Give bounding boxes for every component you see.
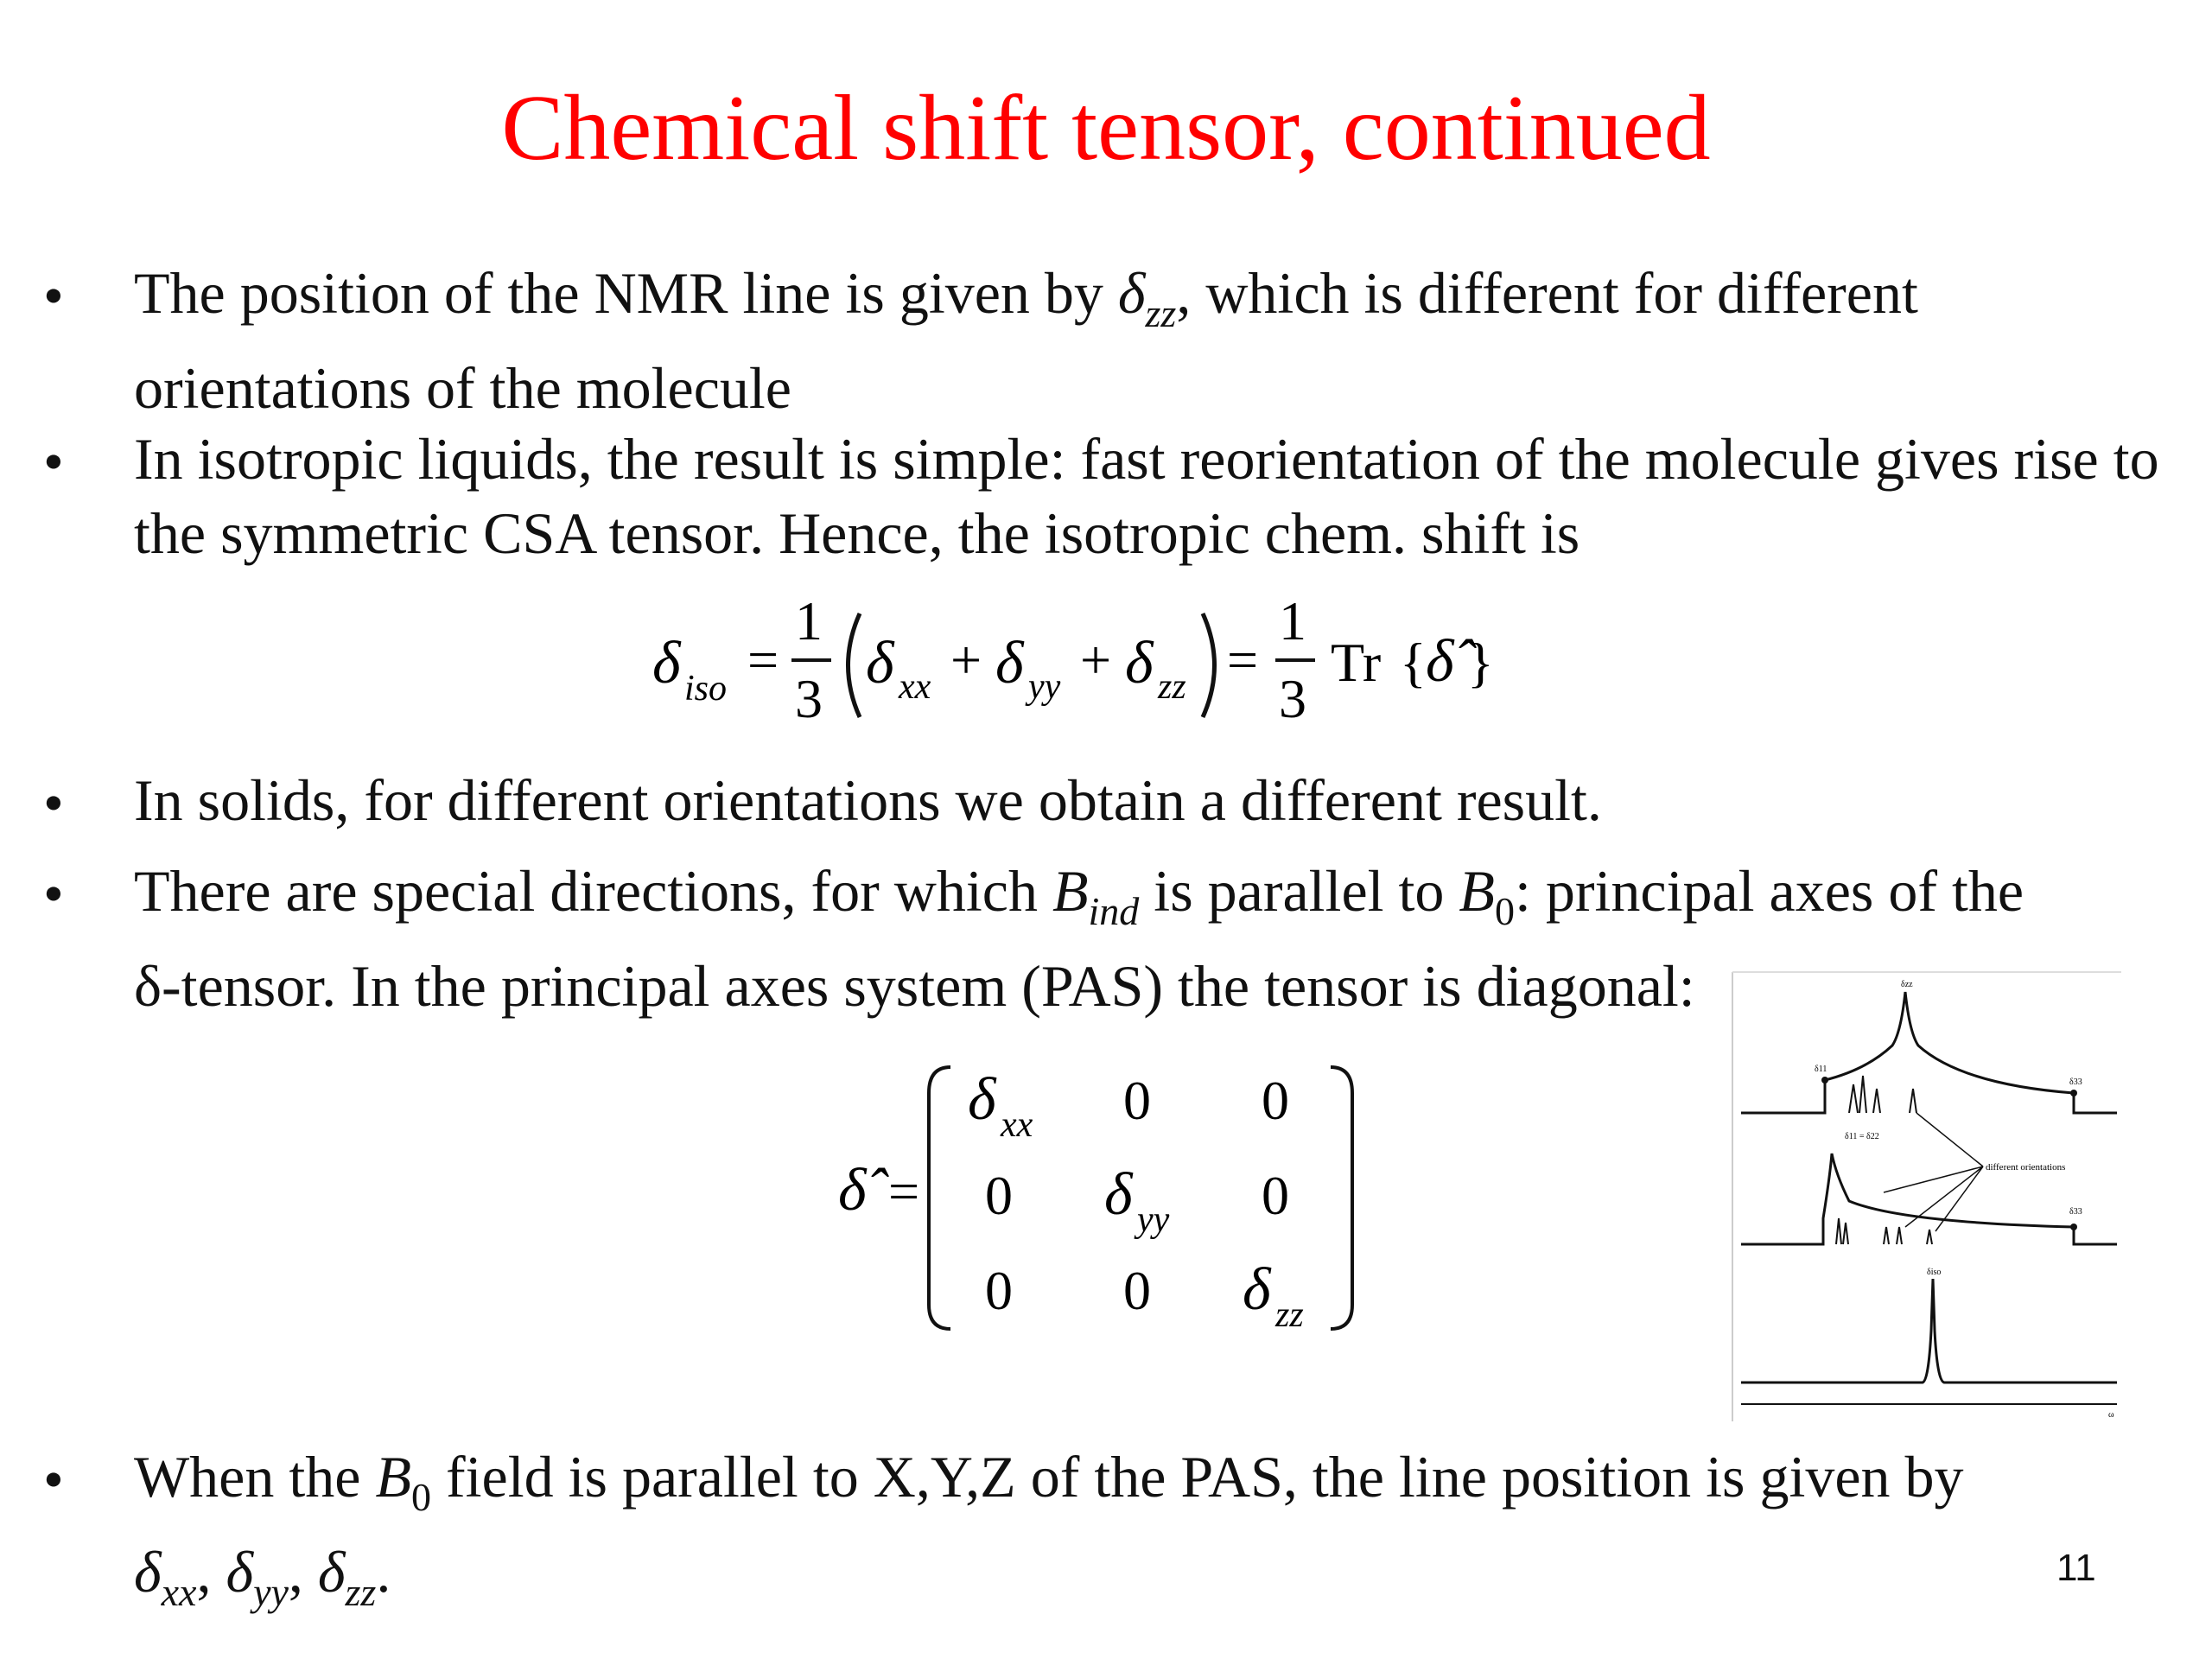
matrix-cell-2-0: 0 <box>985 1260 1013 1321</box>
eq-right-paren <box>1203 613 1215 717</box>
isotropic-shift-equation <box>639 588 1503 743</box>
eq-fraction-den-2: 3 <box>1279 668 1306 729</box>
sep-3: . <box>376 1539 391 1605</box>
bullet-text-1 <box>134 256 2190 425</box>
matrix-cell-0-1: 0 <box>1123 1070 1151 1131</box>
eq-brace-open: { <box>1400 632 1427 693</box>
matrix-lhs: δ̂ <box>838 1157 867 1224</box>
label-d11-d22: δ11 = δ22 <box>1845 1132 1879 1141</box>
label-d33-top: δ33 <box>2069 1077 2082 1087</box>
eq-term-xx: δ <box>866 630 894 696</box>
eq-fraction-den-1: 3 <box>795 668 823 729</box>
delta-yy-sub: yy <box>253 1570 289 1614</box>
b-ind-symbol: B <box>1052 858 1089 924</box>
matrix-cell-xx-sub: xx <box>1001 1105 1033 1145</box>
bullet-marker-5: • <box>43 1446 64 1512</box>
eq-term-yy-sub: yy <box>1028 667 1061 707</box>
matrix-cell-yy-sub: yy <box>1137 1200 1170 1240</box>
spectrum-top <box>1741 992 2117 1113</box>
delta-xx-sub: xx <box>161 1570 197 1614</box>
eq-trace: Tr <box>1331 632 1382 693</box>
eq-plus-2: + <box>1080 629 1112 690</box>
matrix-left-bracket <box>929 1067 950 1329</box>
sep-1: , <box>196 1539 226 1605</box>
eq-delta-hat: δ̂ <box>1426 628 1454 695</box>
matrix-cell-xx: δ <box>968 1066 996 1133</box>
eq-lhs-sub: iso <box>684 669 728 709</box>
bullet-4-mid: is parallel to <box>1139 858 1459 924</box>
matrix-cell-zz: δ <box>1243 1256 1271 1323</box>
sep-2: , <box>288 1539 318 1605</box>
label-d11: δ11 <box>1815 1065 1827 1074</box>
b0-subscript: 0 <box>1494 889 1515 933</box>
label-d33-mid: δ33 <box>2069 1207 2082 1217</box>
eq-equals-2: = <box>1227 629 1259 690</box>
spectrum-top-peaks <box>1849 1076 1916 1113</box>
bullet-4-post: : principal axes of the <box>1514 858 2024 924</box>
eq-term-xx-sub: xx <box>899 667 931 707</box>
matrix-cell-1-0: 0 <box>985 1165 1013 1226</box>
page-number: 11 <box>2056 1547 2096 1589</box>
b0-symbol-2: B <box>375 1444 411 1510</box>
matrix-cell-2-1: 0 <box>1123 1260 1151 1321</box>
eq-plus-1: + <box>950 629 982 690</box>
delta-subscript: zz <box>1145 291 1177 335</box>
eq-term-zz: δ <box>1125 630 1154 696</box>
b0-subscript-2: 0 <box>410 1475 431 1519</box>
bullet-marker-3: • <box>43 770 64 836</box>
bullet-text-3: In solids, for different orientations we obtain a different result. <box>134 767 1602 833</box>
label-different-orientations: different orientations <box>1986 1162 2066 1173</box>
bullet-marker-1: • <box>43 263 64 328</box>
eq-fraction-num-1: 1 <box>795 590 823 652</box>
b0-symbol: B <box>1459 858 1495 924</box>
bullet-5-post: field is parallel to X,Y,Z of the PAS, the line position is given by <box>430 1444 1964 1510</box>
bullet-text-5 <box>134 1440 2121 1630</box>
matrix-cell-yy: δ <box>1104 1161 1133 1228</box>
nmr-powder-spectra-figure <box>1728 968 2126 1426</box>
spectrum-middle-peaks <box>1836 1218 1932 1244</box>
bullet-4-pre: There are special directions, for which <box>134 858 1052 924</box>
eq-lhs-delta: δ <box>652 630 681 696</box>
matrix-cell-zz-sub: zz <box>1275 1295 1304 1335</box>
label-diso: δiso <box>1927 1268 1942 1277</box>
bullet-1-post: , which is different for different orientations of the molecule <box>134 260 1918 421</box>
delta-xx: δ <box>134 1539 162 1605</box>
bullet-marker-4: • <box>43 861 64 926</box>
delta-yy: δ <box>226 1539 254 1605</box>
tensor-matrix-equation <box>830 1054 1365 1348</box>
bullet-4-line2: δ-tensor. In the principal axes system (PAS) the tensor is diagonal: <box>134 953 1695 1019</box>
matrix-cell-0-2: 0 <box>1262 1070 1289 1131</box>
bullet-text-2: In isotropic liquids, the result is simple: fast reorientation of the molecule gives rise to the symmetric CSA tensor. Hence, the isotropic chem. shift is <box>134 426 2159 566</box>
bullet-1-pre: The position of the NMR line is given by <box>134 260 1118 326</box>
spectrum-bottom <box>1741 1279 2117 1382</box>
label-omega: ω <box>2108 1410 2114 1420</box>
eq-fraction-num-2: 1 <box>1279 590 1306 652</box>
slide-title: Chemical shift tensor, continued <box>501 77 1711 180</box>
delta-symbol: δ <box>1117 260 1146 326</box>
eq-left-paren <box>849 613 861 717</box>
bullet-marker-2: • <box>43 429 64 494</box>
eq-term-zz-sub: zz <box>1158 667 1186 707</box>
matrix-right-bracket <box>1331 1067 1352 1329</box>
delta-zz: δ <box>317 1539 346 1605</box>
matrix-equals: = <box>888 1160 920 1222</box>
b-ind-subscript: ind <box>1088 889 1140 933</box>
label-dzz: δzz <box>1901 980 1913 989</box>
matrix-cell-1-2: 0 <box>1262 1165 1289 1226</box>
eq-brace-close: } <box>1467 632 1494 693</box>
eq-term-yy: δ <box>995 630 1024 696</box>
bullet-5-pre: When the <box>134 1444 376 1510</box>
eq-equals-1: = <box>747 629 779 690</box>
delta-zz-sub: zz <box>345 1570 377 1614</box>
